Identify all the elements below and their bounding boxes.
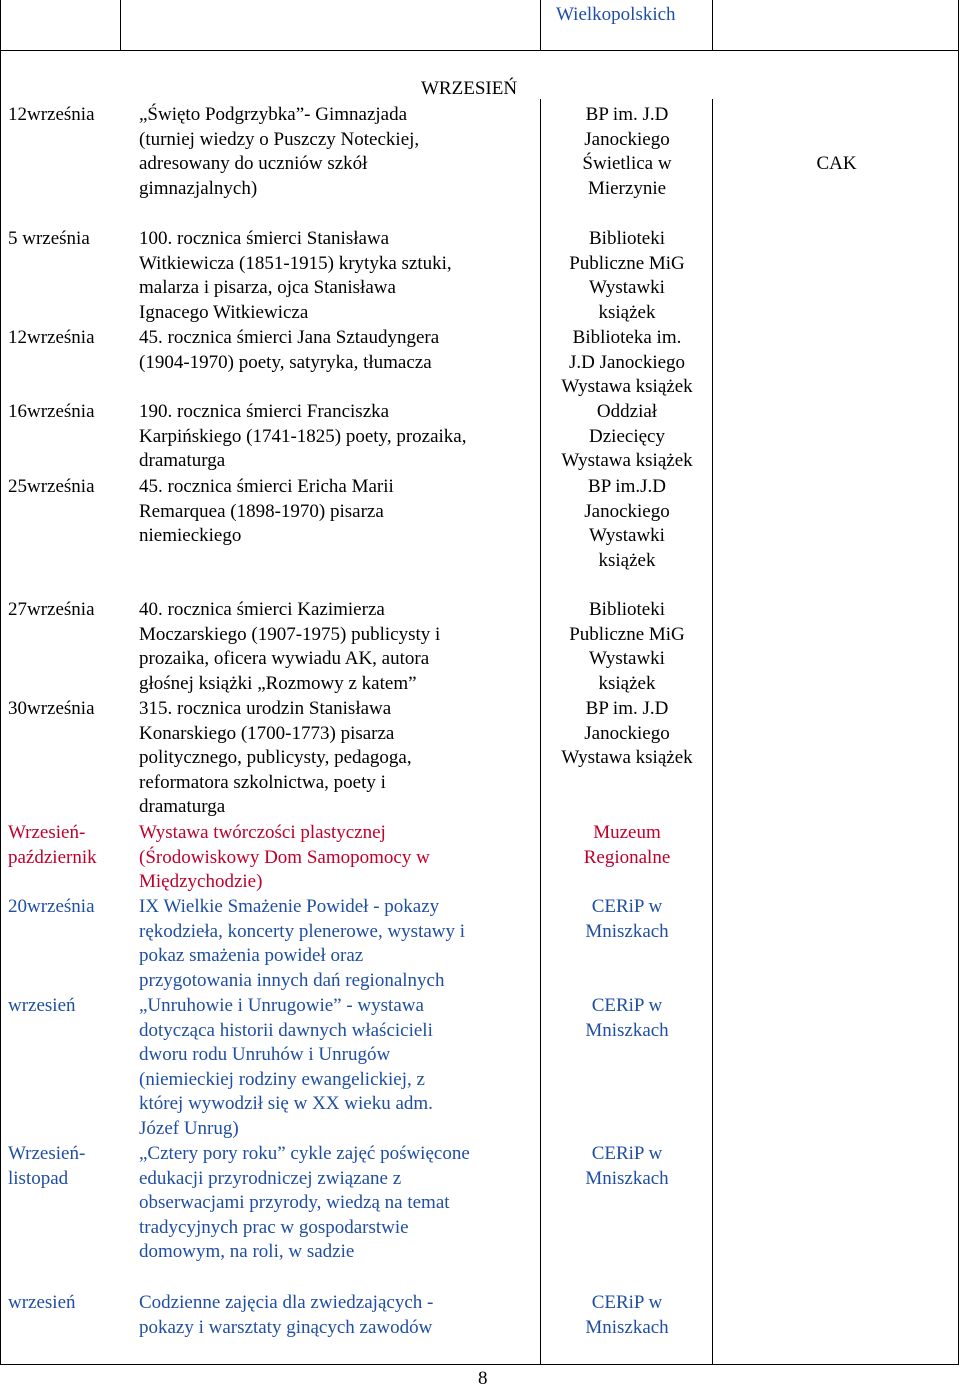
- header-divider-2: [540, 0, 541, 50]
- row-description: „Święto Podgrzybka”- Gimnazjada (turniej wiedzy o Puszczy Noteckiej, adresowany do uczniów szkół gimnazjalnych): [139, 104, 420, 199]
- row-date: wrzesień: [8, 995, 76, 1016]
- row-description: 190. rocznica śmierci Franciszka Karpińskiego (1741-1825) poety, prozaika, dramaturga: [139, 401, 467, 471]
- column-divider-place: [540, 99, 541, 1365]
- row-date: 20września: [8, 896, 95, 917]
- row-place: CERiP w Mniszkach: [585, 896, 669, 942]
- column-divider-cak: [712, 99, 713, 1365]
- header-row-bottom: [0, 50, 959, 51]
- row-place: BP im. J.D Janockiego Wystawa książek: [561, 698, 693, 768]
- row-date: 12września: [8, 104, 95, 125]
- row-place: Muzeum Regionalne: [583, 822, 671, 868]
- row-date: Wrzesień- październik: [8, 822, 97, 868]
- row-place: BP im. J.D Janockiego Świetlica w Mierzynie: [582, 104, 672, 199]
- row-description: 45. rocznica śmierci Jana Sztaudyngera (1904-1970) poety, satyryka, tłumacza: [139, 327, 440, 373]
- row-place: BP im.J.D Janockiego Wystawki książek: [584, 476, 670, 571]
- row-description: „Cztery pory roku” cykle zajęć poświęcone edukacji przyrodniczej związane z obserwacjami przyrody, wiedzą na temat tradycyjnych prac w gospodarstwie domowym, na roli, w sadzie: [139, 1143, 470, 1262]
- section-title: WRZESIEŃ: [421, 78, 518, 99]
- table-border-right: [958, 0, 959, 1365]
- table-bottom: [0, 1364, 959, 1365]
- row-place: CERiP w Mniszkach: [585, 1292, 669, 1338]
- header-divider-3: [712, 0, 713, 50]
- row-date: 27września: [8, 599, 95, 620]
- row-description: 45. rocznica śmierci Ericha Marii Remarquea (1898-1970) pisarza niemieckiego: [139, 476, 394, 546]
- row-date: wrzesień: [8, 1292, 76, 1313]
- row-description: Wystawa twórczości plastycznej (Środowiskowy Dom Samopomocy w Międzychodzie): [139, 822, 430, 892]
- row-description: 40. rocznica śmierci Kazimierza Moczarskiego (1907-1975) publicysty i prozaika, oficera wywiadu AK, autora głośnej książki „Rozmowy z katem”: [139, 599, 441, 694]
- row-place: CERiP w Mniszkach: [585, 995, 669, 1041]
- row-description: 100. rocznica śmierci Stanisława Witkiewicza (1851-1915) krytyka sztuki, malarza i pisarza, ojca Stanisława Ignacego Witkiewicza: [139, 228, 452, 323]
- region-header: Wielkopolskich: [556, 4, 676, 25]
- cak-label: CAK: [816, 153, 857, 174]
- row-description: IX Wielkie Smażenie Powideł - pokazy rękodzieła, koncerty plenerowe, wystawy i pokaz smażenia powideł oraz przygotowania innych dań regionalnych: [139, 896, 466, 991]
- row-place: Biblioteki Publiczne MiG Wystawki książek: [569, 228, 685, 323]
- row-description: 315. rocznica urodzin Stanisława Konarskiego (1700-1773) pisarza politycznego, publicysty, pedagoga, reformatora szkolnictwa, poety i dramaturga: [139, 698, 412, 817]
- row-date: Wrzesień- listopad: [8, 1143, 86, 1189]
- row-date: 5 września: [8, 228, 90, 249]
- row-date: 30września: [8, 698, 95, 719]
- row-description: „Unruhowie i Unrugowie” - wystawa dotycząca historii dawnych właścicieli dworu rodu Unruhów i Unrugów (niemieckiej rodziny ewangelickiej, z której wywodził się w XX wieku adm. Józef Unrug): [139, 995, 433, 1139]
- page-number: 8: [478, 1368, 488, 1389]
- row-place: Oddział Dziecięcy Wystawa książek: [561, 401, 693, 471]
- row-place: Biblioteka im. J.D Janockiego Wystawa książek: [561, 327, 693, 397]
- row-date: 25września: [8, 476, 95, 497]
- header-divider-1: [120, 0, 121, 50]
- row-place: Biblioteki Publiczne MiG Wystawki książek: [569, 599, 685, 694]
- row-description: Codzienne zajęcia dla zwiedzających - pokazy i warsztaty ginących zawodów: [139, 1292, 434, 1338]
- row-date: 16września: [8, 401, 95, 422]
- row-place: CERiP w Mniszkach: [585, 1143, 669, 1189]
- table-border-left: [0, 0, 1, 1365]
- row-date: 12września: [8, 327, 95, 348]
